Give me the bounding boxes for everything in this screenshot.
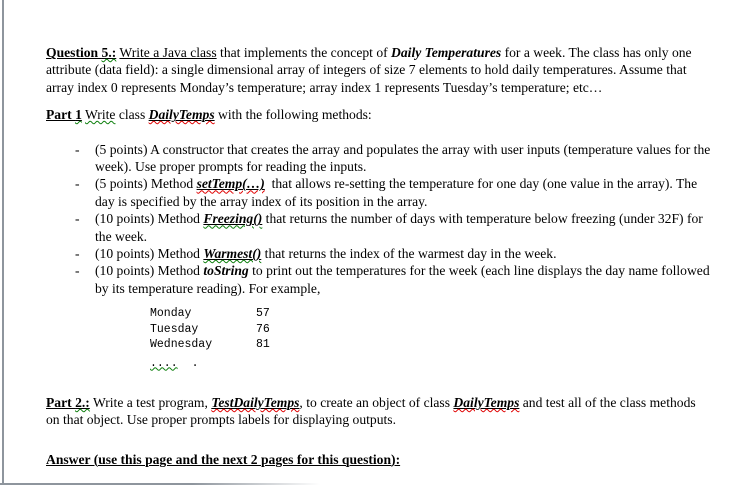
item3-suffix: that returns the number of days with temperature below freezing (under 32F) for the week. <box>95 211 707 244</box>
page-left-edge-line <box>2 0 4 485</box>
item2-suffix: that allows re-setting the temperature for one day (one value in the array). The day is specified by the array index of its position in the array. <box>95 176 701 209</box>
part1-heading <box>46 106 712 123</box>
bullet-dash: - <box>75 246 80 262</box>
example-temp-monday: 57 <box>256 307 270 321</box>
example-output-block <box>150 306 712 371</box>
example-row <box>150 322 712 337</box>
example-day-monday: Monday <box>150 307 192 321</box>
part2-test-class <box>211 395 299 410</box>
method-freezing-text: Freezing() <box>203 211 263 227</box>
item4-suffix: that returns the index of the warmest day in the week. <box>261 246 557 262</box>
example-continuation-dots: .... <box>150 356 178 370</box>
part2-prefix: Write a test program, <box>89 394 212 410</box>
bullet-dash: - <box>75 176 80 192</box>
bullet-dash: - <box>75 141 80 157</box>
item3-prefix: (10 points) Method <box>95 211 204 227</box>
example-continuation <box>150 356 712 371</box>
list-item-text <box>95 210 712 245</box>
list-item <box>46 262 712 297</box>
example-temp-tuesday: 76 <box>256 322 270 336</box>
method-warmest <box>203 246 261 261</box>
bullet-dash: - <box>75 211 80 227</box>
bullet-dash: - <box>75 263 80 279</box>
item2-prefix: (5 points) Method <box>95 176 197 192</box>
question-emphasis-daily-temperatures: Daily Temperatures <box>391 45 502 60</box>
answer-label: Answer (use this page and the next 2 pages for this question): <box>46 451 401 467</box>
question-text-rest: for a week. The class has only one attribute (data field): a single dimensional array of integers of size 7 elements to hold daily temperatures. Assume that array index 0 represents Monday’s temperature; array index 1 represents Tuesday’s temperature; etc… <box>46 45 695 95</box>
part2-label-word: Part <box>46 394 76 410</box>
list-item <box>46 175 712 210</box>
part2-class-name <box>453 395 519 410</box>
part1-word-write: Write <box>85 107 116 123</box>
example-day-tuesday: Tuesday <box>150 322 199 336</box>
question-label <box>46 45 116 60</box>
list-item <box>46 245 712 262</box>
question-text-after-link: that implements the concept of <box>216 45 392 60</box>
methods-list <box>46 141 712 298</box>
question-label-number: 5.: <box>101 45 117 60</box>
part1-text-end: with the following methods: <box>214 107 372 123</box>
method-settemp <box>197 176 265 191</box>
example-row <box>150 337 712 352</box>
method-warmest-text: Warmest() <box>203 246 262 262</box>
example-temp-wednesday: 81 <box>256 338 270 352</box>
example-continuation-period: . <box>191 356 199 370</box>
part1-text-mid: class <box>115 107 149 123</box>
part2-suffix: and test all of the class methods on that object. Use proper prompts labels for displaying outputs. <box>46 394 700 428</box>
part2-test-class-text: TestDailyTemps <box>211 394 300 410</box>
item5-prefix: (10 points) Method <box>95 263 204 279</box>
method-freezing <box>203 211 262 226</box>
item1-text: (5 points) A constructor that creates the array and populates the array with user inputs (temperature values for the week). Use proper prompts for reading the inputs. <box>95 141 714 175</box>
method-tostring-text: toString <box>203 263 249 279</box>
list-item <box>46 141 712 176</box>
part2-label <box>46 395 90 410</box>
example-row <box>150 306 712 321</box>
list-item-text <box>95 141 712 176</box>
answer-heading <box>46 451 712 468</box>
part2-mid: , to create an object of class <box>299 394 454 410</box>
list-item-text <box>95 245 712 262</box>
example-day-wednesday: Wednesday <box>150 338 213 352</box>
question-paragraph <box>46 44 712 96</box>
list-item <box>46 210 712 245</box>
method-settemp-text: setTemp(…) <box>196 176 265 192</box>
list-item-text <box>95 175 712 210</box>
part1-label-word: Part <box>46 107 76 123</box>
item4-prefix: (10 points) Method <box>95 246 204 262</box>
question-label-word: Question <box>46 45 102 60</box>
question-underlined-phrase: Write a Java class <box>119 45 217 60</box>
part2-label-number: 2.: <box>75 394 90 410</box>
list-item-text <box>95 262 712 297</box>
part2-class-name-text: DailyTemps <box>453 394 520 410</box>
item5-suffix: to print out the temperatures for the week (each line displays the day name followed by its temperature reading). For example, <box>95 263 714 296</box>
part1-label <box>46 107 82 122</box>
document-page <box>46 44 712 468</box>
part1-class-name <box>149 107 215 122</box>
part2-paragraph <box>46 394 712 429</box>
part1-label-number: 1 <box>75 107 82 123</box>
part1-class-name-text: DailyTemps <box>148 107 215 123</box>
